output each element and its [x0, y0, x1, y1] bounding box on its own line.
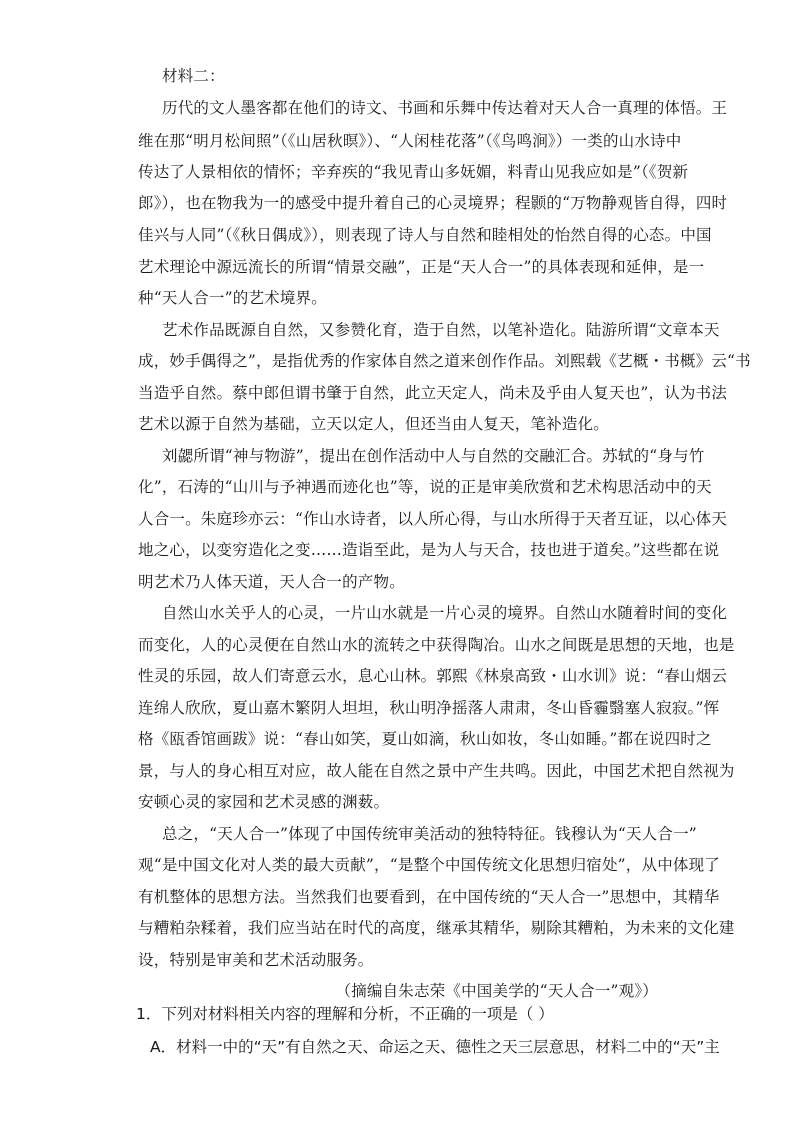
paragraph-line: 化”，石涛的“山川与予神遇而迹化也”等，说的正是审美欣赏和艺术构思活动中的天	[138, 478, 712, 496]
paragraph-line: 种“天人合一”的艺术境界。	[138, 289, 327, 307]
paragraph-line: 明艺术乃人体天道，天人合一的产物。	[138, 573, 405, 591]
paragraph-line: 人合一。朱庭珍亦云：“作山水诗者，以人所心得，与山水所得于天者互证，以心体天	[138, 510, 728, 528]
paragraph-line: 传达了人景相依的情怀；辛弃疾的“我见青山多妩媚，料青山见我应如是”（《贺新	[138, 163, 689, 181]
paragraph-line: 佳兴与人同”（《秋日偶成》），则表现了诗人与自然和睦相处的怡然自得的心态。中国	[138, 226, 712, 244]
paragraph-line: 性灵的乐园，故人们寄意云水，息心山林。郭熙《林泉高致・山水训》说：“春山烟云	[138, 667, 728, 685]
paragraph-line: 历代的文人墨客都在他们的诗文、书画和乐舞中传达着对天人合一真理的体悟。王	[162, 99, 728, 117]
paragraph-line: 艺术以源于自然为基础，立天以定人，但还当由人复天，笔补造化。	[138, 415, 610, 433]
paragraph-line: 维在那“明月松间照”（《山居秋暝》）、“人闲桂花落”（《鸟鸣涧》）一类的山水诗中	[138, 132, 682, 150]
paragraph-line: 与糟粕杂糅着，我们应当站在时代的高度，继承其精华，剔除其糟粕，为未来的文化建	[138, 919, 735, 937]
paragraph-line: 连绵人欣欣，夏山嘉木繁阴人坦坦，秋山明净摇落人肃肃，冬山昏霾翳塞人寂寂。”恽	[138, 699, 720, 717]
paragraph-line: 刘勰所谓“神与物游”，提出在创作活动中人与自然的交融汇合。苏轼的“身与竹	[162, 447, 705, 465]
source-citation: （摘编自朱志荣《中国美学的“天人合一”观》）	[335, 982, 658, 1000]
paragraph-line: 自然山水关乎人的心灵，一片山水就是一片心灵的境界。自然山水随着时间的变化	[162, 604, 728, 622]
paragraph-line: 当造乎自然。蔡中郎但谓书肇于自然，此立天定人，尚未及乎由人复天也”，认为书法	[138, 384, 728, 402]
paragraph-line: 景，与人的身心相互对应，故人能在自然之景中产生共鸣。因此，中国艺术把自然视为	[138, 762, 735, 780]
paragraph-line: 地之心，以变穷造化之变……造诣至此，是为人与天合，技也进于道矣。”这些都在说	[138, 541, 720, 559]
paragraph-line: 格《瓯香馆画跋》说：“春山如笑，夏山如滴，秋山如妆，冬山如睡。”都在说四时之	[138, 730, 712, 748]
paragraph-line: 而变化，人的心灵便在自然山水的流转之中获得陶冶。山水之间既是思想的天地，也是	[138, 636, 735, 654]
paragraph-line: 艺术作品既源自自然，又参赞化育，造于自然，以笔补造化。陆游所谓“文章本天	[162, 321, 720, 339]
paragraph-line: 郎》），也在物我为一的感受中提升着自己的心灵境界；程颢的“万物静观皆自得，四时	[138, 194, 728, 212]
paragraph-line: 观“是中国文化对人类的最大贡献”，“是整个中国传统文化思想归宿处”，从中体现了	[138, 856, 720, 874]
paragraph-line: 成，妙手偶得之”，是指优秀的作家体自然之道来创作作品。刘熙载《艺概・书概》云“书	[138, 352, 751, 370]
paragraph-line: 设，特别是审美和艺术活动服务。	[138, 951, 374, 969]
material-title: 材料二：	[162, 67, 225, 85]
paragraph-line: 艺术理论中源远流长的所谓“情景交融”，正是“天人合一”的具体表现和延伸，是一	[138, 258, 705, 276]
paragraph-line: 总之，“天人合一”体现了中国传统审美活动的独特特征。钱穆认为“天人合一”	[162, 825, 697, 843]
paragraph-line: 安顿心灵的家园和艺术灵感的渊薮。	[138, 793, 390, 811]
question-stem: 1．下列对材料相关内容的理解和分析，不正确的一项是（ ）	[136, 1005, 554, 1023]
option-a: A．材料一中的“天”有自然之天、命运之天、德性之天三层意思，材料二中的“天”主	[150, 1038, 720, 1056]
paragraph-line: 有机整体的思想方法。当然我们也要看到，在中国传统的“天人合一”思想中，其精华	[138, 888, 720, 906]
